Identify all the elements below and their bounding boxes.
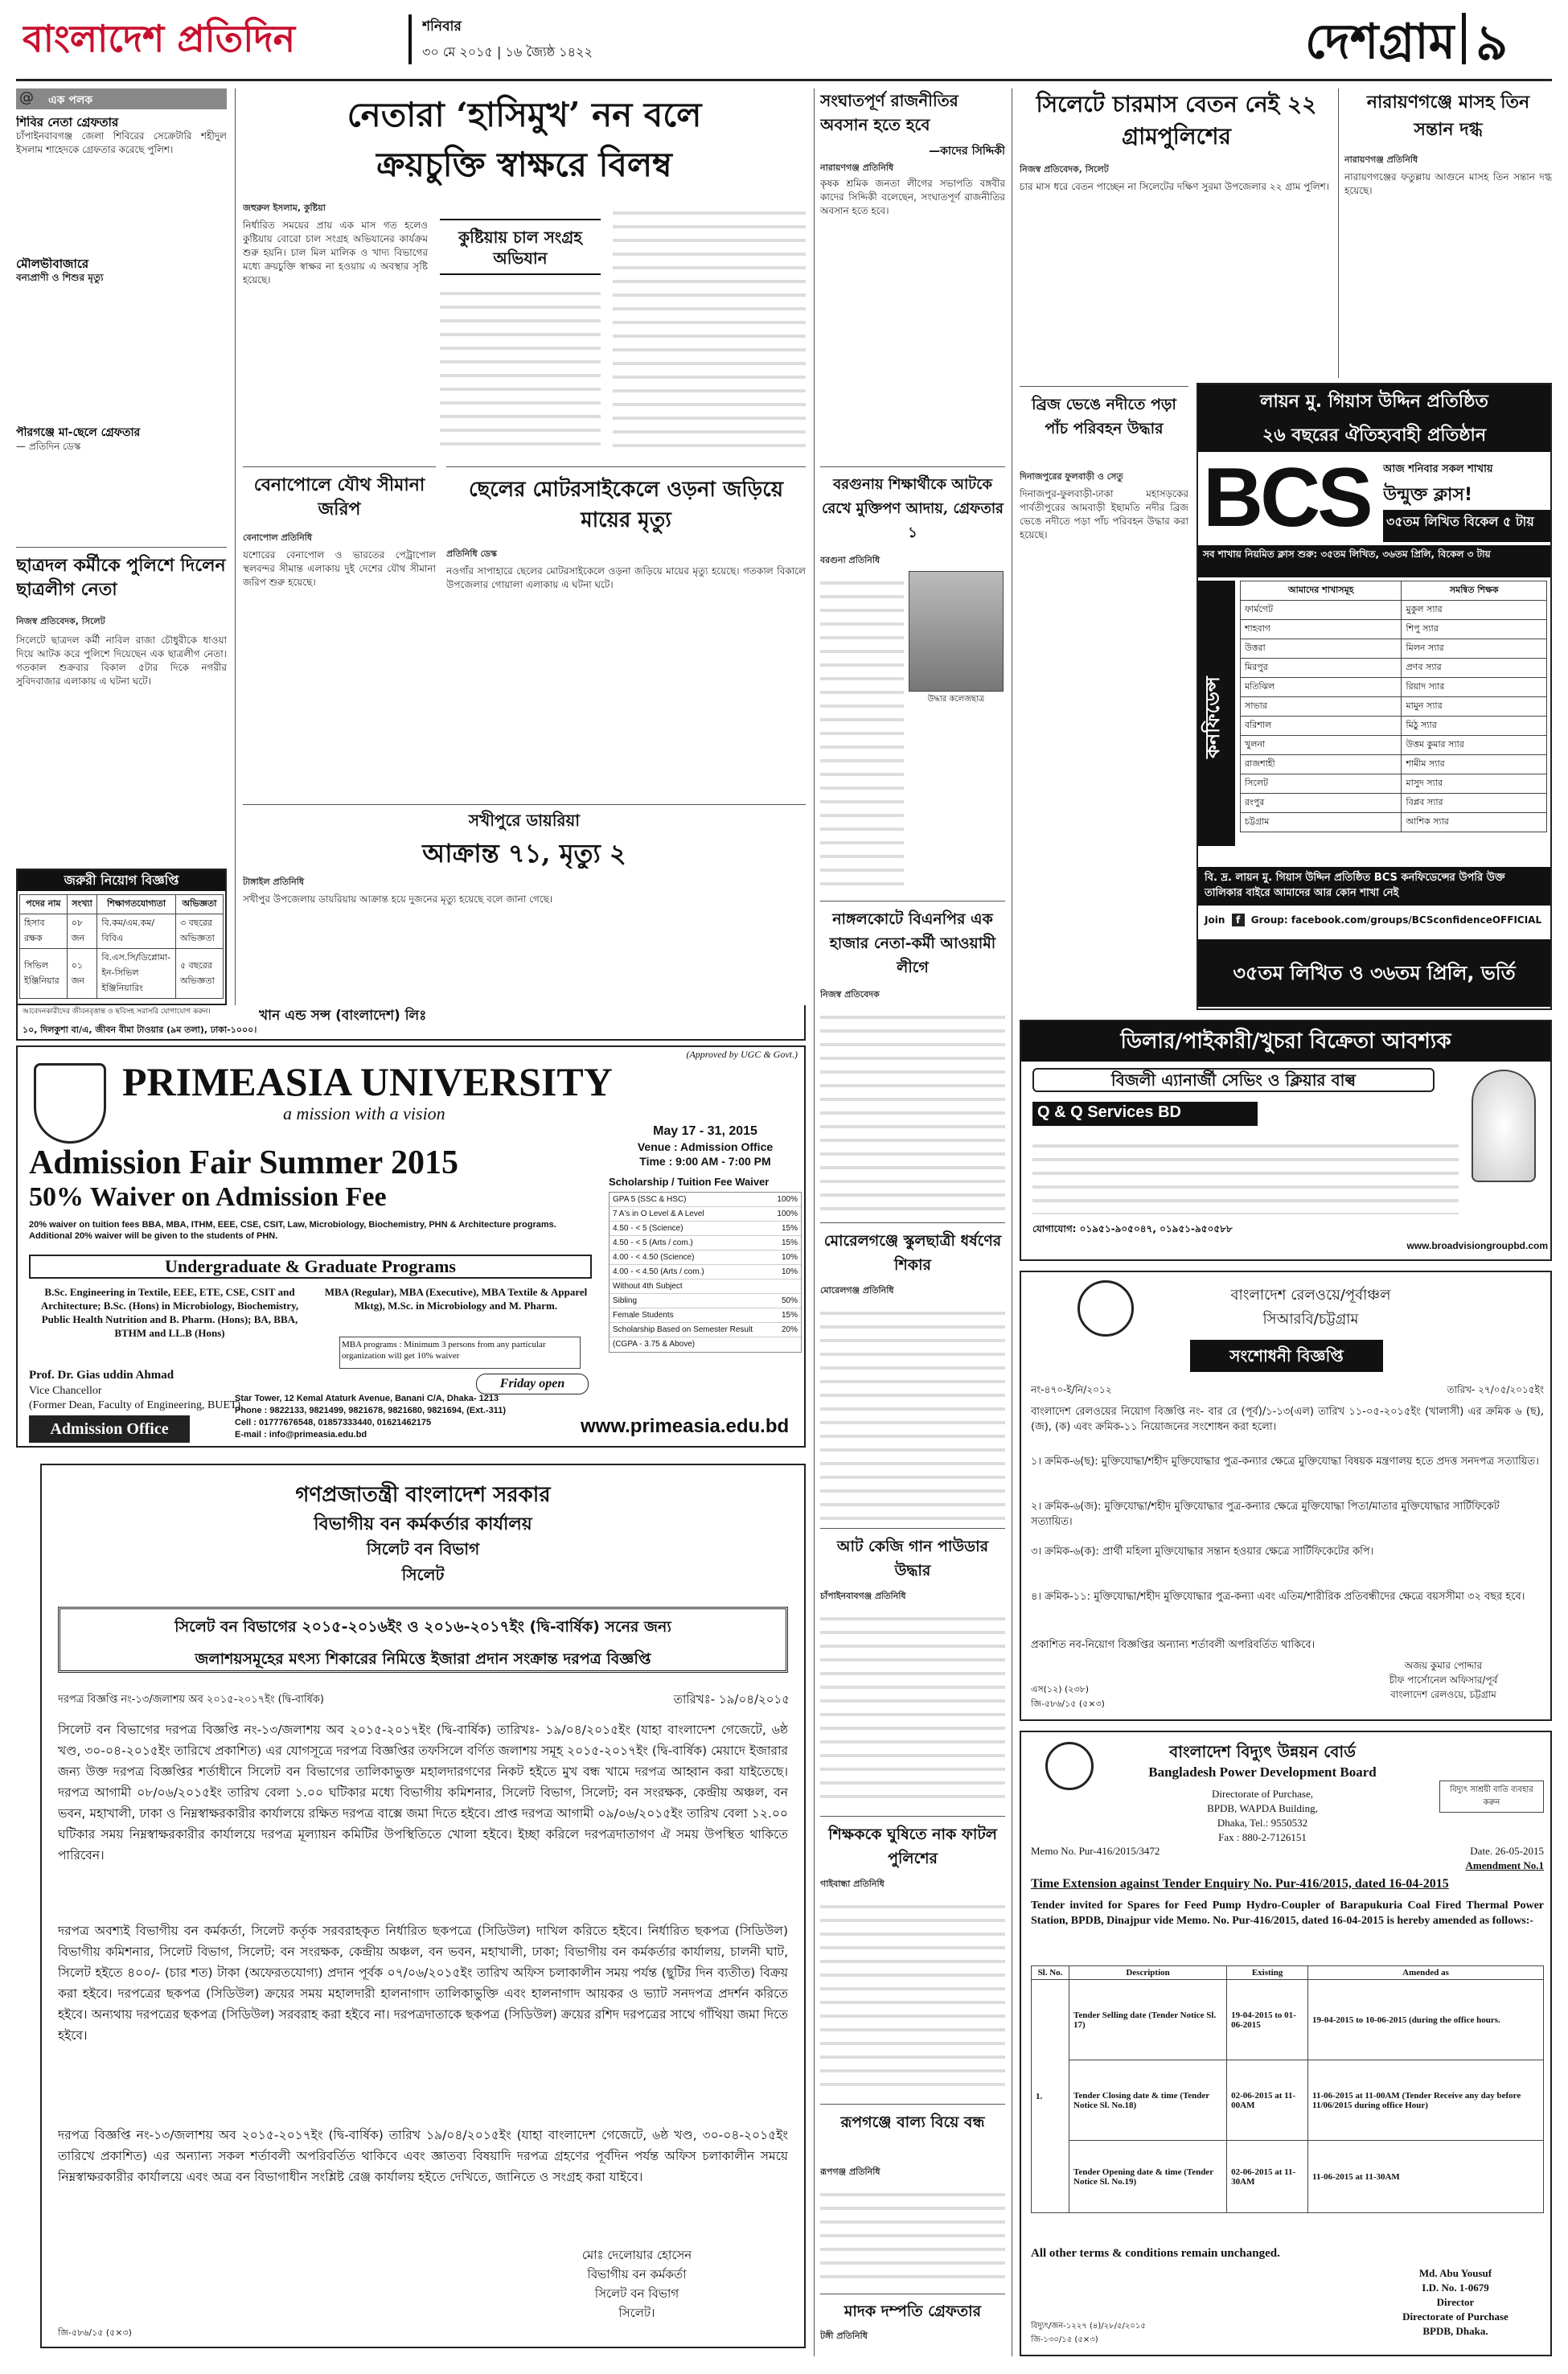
railway-notice: বাংলাদেশ রেলওয়ে/পূর্বাঞ্চল সিআরবি/চট্টগ্রাম সংশোধনী বিজ্ঞপ্তি নং-৪৭০-ই/নি/২০১২ তারিখ- ২৭/০৫/২০১৫ইং বাংলাদেশ রেলওয়ের নিয়োগ বিজ্ঞপ্তি নং- বার রে (পূর্ব)/১-১৩(এল) তারিখ ১১-০৫-২০১৫ইং (খালাসী) এর ক্রমিক ৬ (ছ), (জ), (ক) এবং ক্রমিক-১১ নিয়োজনের সংশোধন করা হলো। ১। ক্রমিক-৬(ছ): মুক্তিযোদ্ধা/শহীদ মুক্তিযোদ্ধার পুত্র-কন্যার ক্ষেত্রে মুক্তিযোদ্ধা বিষয়ক মন্ত্রণালয় হতে প্রদত্ত সনদপত্র সত্যায়িত। ২। ক্রমিক-৬(জ): মুক্তিযোদ্ধা/শহীদ মুক্তিযোদ্ধার পুত্র-কন্যার ক্ষেত্রে মুক্তিযোদ্ধা পিতা/মাতার মুক্তিযোদ্ধার সার্টিফিকেট সত্যায়িত। ৩। ক্রমিক-৬(ক): প্রার্থী মহিলা মুক্তিযোদ্ধার সন্তান হওয়ার ক্ষেত্রে সার্টিফিকেটের কপি। ৪। ক্রমিক-১১: মুক্তিযোদ্ধা/শহীদ মুক্তিযোদ্ধার পুত্র-কন্যা এবং এতিম/শারীরিক প্রতিবন্ধীদের ক্ষেত্রে বয়সসীমা ৩২ বছর হবে। প্রকাশিত নব-নিয়োগ বিজ্ঞপ্তির অন্যান্য শর্তাবলী অপরিবর্তিত থাকিবে। অজয় কুমার পোদ্দার চীফ পার্সোনেল অফিসার/পূর্ব বাংলাদেশ রেলওয়ে, চট্টগ্রাম এস(১২) (২৩৮) জি-৫৮৬/১৫ (৫×৩): [1020, 1271, 1552, 1721]
story-body: সখীপুর উপজেলায় ডায়রিয়ায় আক্রান্ত হয়ে দুজনের মৃত্যু হয়েছে বলে জানা গেছে।: [243, 893, 553, 905]
university-crest-icon: [34, 1063, 106, 1144]
waiver-title: 50% Waiver on Admission Fee: [29, 1182, 387, 1212]
branch-table: আমাদের শাখাসমূহ সমন্বিত শিক্ষক ফার্মগেট মুকুল স্যার শাহবাগ শিপু স্যার উত্তরা মিলন স্যার মিরপুর প্রণব স্যার মতিঝিল রিয়াদ স্যার সাভার মামুন স্যার বরিশাল মিঠু স্যার খুলনা উত্তম কুমার স্যার রাজশাহী শামীম স্যার সিলেট মাসুদ স্যার রংপুর বিপ্লব স্যার চট্টগ্রাম আশিক স্যার: [1240, 581, 1547, 832]
dealer-website[interactable]: www.broadvisiongroupbd.com: [1406, 1240, 1548, 1251]
bpdb-notice: বাংলাদেশ বিদ্যুৎ উন্নয়ন বোর্ড Bangladesh Power Development Board Directorate of Purchase, BPDB, WAPDA Building, Dhaka, Tel.: 9550532 Fax : 880-2-7126151 বিদ্যুৎ সাশ্রয়ী বাতি ব্যবহার করুন Memo No. Pur-416/2015/3472 Date. 26-05-2015 Amendment No.1 Time Extension against Tender Enquiry No. Pur-416/2015, dated 16-04-2015 Tender invited for Spares for Feed Pump Hydro-Coupler of Barapukuria Coal Fired Thermal Power Station, BPDB, Dinajpur vide Memo. No. Pur-416/2015, dated 16-04-2015 is hereby amended as follows:- Sl. No. Description Existing Amended as 1. Tender Selling date (Tender Notice Sl. 17) 19-04-2015 to 01-06-2015 19-04-2015 to 10-06-2015 (during the office hours. Tender Closing date & time (Tender Notice Sl. No.18) 02-06-2015 at 11-00AM 11-06-2015 at 11-00AM (Tender Receive any day before 11/06/2015 during office Hour) Tender Opening date & time (Tender Notice Sl. No.19) 02-06-2015 at 11-30AM 11-06-2015 at 11-30AM All other terms & conditions remain unchanged. Md. Abu Yousuf I.D. No. 1-0679 Director Directorate of Purchase BPDB, Dhaka. বিদ্যুৎ/জন-১২২৭ (৪)/২৮/৫/২০১৫ জি-১৩০/১৫ (৫×৩): [1020, 1731, 1552, 2356]
masthead-divider: [408, 14, 412, 64]
scholarship-table: GPA 5 (SSC & HSC) 100% 7 A's in O Level & A Level 100% 4.50 - < 5 (Science) 15% 4.50 - < 5 (Arts / com.) 15% 4.00 - < 4.50 (Science) 10% 4.00 - < 4.50 (Arts / com.) 10% Without 4th Subject Sibling 50% Female Students 15% Scholarship Based on Semester Result 20% (CGPA - 3.75 & Above): [609, 1192, 802, 1353]
sylhet-story: সিলেটে চারমাস বেতন নেই ২২ গ্রামপুলিশের নিজস্ব প্রতিবেদক, সিলেট চার মাস ধরে বেতন পাচ্ছেন না সিলেটের দক্ষিণ সুরমা উপজেলার ২২ গ্রাম পুলিশ।: [1020, 88, 1333, 378]
headline: রূপগঞ্জে বাল্য বিয়ে বন্ধ: [840, 2113, 985, 2131]
dealer-ad: ডিলার/পাইকারী/খুচরা বিক্রেতা আবশ্যক বিজলী এ্যানার্জী সেভিং ও ক্লিয়ার বাল্ব Q & Q Services BD যোগাযোগ: ০১৯৫১-৯০৫০৪৭, ০১৯৫১-৯৫০৫৮৮ www.broadvisiongroupbd.com: [1020, 1020, 1552, 1261]
chhatradal-story: [16, 547, 227, 860]
university-website[interactable]: www.primeasia.edu.bd: [581, 1415, 790, 1437]
headline: মোরেলগঞ্জে স্কুলছাত্রী ধর্ষণের শিকার: [823, 1232, 1002, 1274]
byline: টাঙ্গাইল প্রতিনিধি: [243, 877, 305, 887]
headline-bottom: আক্রান্ত ৭১, মৃত্যু ২: [422, 838, 626, 869]
page-number: ৯: [1476, 13, 1508, 69]
story-body: সিলেটে ছাত্রদল কর্মী নাবিল রাজা চৌধুরীকে ধাওয়া দিয়ে আটক করে পুলিশে দিয়েছেন এক ছাত্রলীগ নেতা। গতকাল শুক্রবার বিকাল ৫টার দিকে নগরীর সুবিদবাজার এলাকায় এ ঘটনা ঘটে।: [16, 635, 227, 687]
headline: ব্রিজ ভেঙে নদীতে পড়া পাঁচ পরিবহন উদ্ধার: [1032, 396, 1176, 437]
bulb-icon: [1472, 1070, 1536, 1182]
admission-office-label: Admission Office: [29, 1415, 190, 1443]
primeasia-ad: (Approved by UGC & Govt.) PRIMEASIA UNIVERSITY a mission with a vision Admission Fair Summer 2015 50% Waiver on Admission Fee 20% waiver on tuition fees BBA, MBA, ITHM, EEE, CSE, CSIT, Law, Microbiology, Biochemistry, PHN & Architecture programs. Additional 20% waiver will be given to the students of PHN. Undergraduate & Graduate Programs B.Sc. Engineering in Textile, EEE, ETE, CSE, CSIT and Architecture; B.Sc. (Hons) in Microbiology, Biochemistry, Public Health Nutrition and B. Pharm. (Hons); BA, BBA, BTHM and LL.B (Hons) MBA (Regular), MBA (Executive), MBA Textile & Apparel Mktg), M.Sc. in Microbiology and M. Pharm. MBA programs : Minimum 3 persons from any particular organization will get 10% waiver Prof. Dr. Gias uddin Ahmad Vice Chancellor (Former Dean, Faculty of Engineering, BUET) Friday open May 17 - 31, 2015 Venue : Admission Office Time : 9:00 AM - 7:00 PM Scholarship / Tuition Fee Waiver GPA 5 (SSC & HSC) 100% 7 A's in O Level & A Level 100% 4.50 - < 5 (Science) 15% 4.50 - < 5 (Arts / com.) 15% 4.00 - < 4.50 (Science) 10% 4.00 - < 4.50 (Arts / com.) 10% Without 4th Subject Sibling 50% Female Students 15% Scholarship Based on Semester Result 20% (CGPA - 3.75 & Above) Admission Office Star Tower, 12 Kemal Ataturk Avenue, Banani C/A, Dhaka- 1213 Phone : 9822133, 9821499, 9821678, 9821680, 9821694, (Ext.-311) Cell : 01777676548, 01857333440, 01621462175 E-mail : info@primeasia.edu.bd www.primeasia.edu.bd: [16, 1045, 806, 1448]
paper-name: বাংলাদেশ প্রতিদিন: [23, 17, 296, 60]
job-table: পদের নাম সংখ্যা শিক্ষাগতযোগ্যতা অভিজ্ঞতা হিসাব রক্ষক ০৮ জন বি.কম/এম.কম/বিবিএ ৩ বছরের অভিজ্ঞতা সিভিল ইঞ্জিনিয়ার ০১ জন বি.এস.সি/ডিপ্লোমা-ইন-সিভিল ইঞ্জিনিয়ারিং ৫ বছরের অভিজ্ঞতা: [19, 894, 224, 999]
main-headline-bottom: ক্রয়চুক্তি স্বাক্ষরে বিলম্ব: [376, 145, 672, 184]
section-name: দেশগ্রাম: [1304, 14, 1455, 69]
subhead-box: কুষ্টিয়ায় চাল সংগ্রহ অভিযান: [440, 219, 601, 275]
byline: নিজস্ব প্রতিবেদক, সিলেট: [16, 616, 105, 626]
byline: প্রতিনিধি ডেস্ক: [446, 548, 497, 559]
forest-signature: মোঃ দেলোয়ার হোসেন বিভাগীয় বন কর্মকর্তা সিলেট বন বিভাগ সিলেট।: [581, 2248, 692, 2320]
facebook-group-link[interactable]: Join f Group: facebook.com/groups/BCSconfidenceOFFICIAL: [1205, 914, 1542, 926]
fire-story: নারায়ণগঞ্জে মাসহ তিন সন্তান দগ্ধ নারায়ণগঞ্জ প্রতিনিধি নারায়ণগঞ্জের ফতুল্লায় আগুনে মাসহ তিন সন্তান দগ্ধ হয়েছে।: [1344, 88, 1552, 378]
story-body-cont: [440, 281, 601, 452]
headline-top: সখীপুরে ডায়রিয়া: [468, 811, 581, 830]
tender-amendment-table: Sl. No. Description Existing Amended as 1. Tender Selling date (Tender Notice Sl. 17) 19-04-2015 to 01-06-2015 19-04-2015 to 10-06-2015 (during the office hours. Tender Closing date & time (Tender Notice Sl. No.18) 02-06-2015 at 11-00AM 11-06-2015 at 11-00AM (Tender Receive any day before 11/06/2015 during office Hour) Tender Opening date & time (Tender Notice Sl. No.19) 02-06-2015 at 11-30AM 11-06-2015 at 11-30AM: [1031, 1965, 1544, 2213]
column-four: সংঘাতপূর্ণ রাজনীতির অবসান হতে হবে —কাদের সিদ্দিকী নারায়ণগঞ্জ প্রতিনিধি কৃষক শ্রমিক জনতা লীগের সভাপতি বঙ্গবীর কাদের সিদ্দিকী বলেছেন, সংঘাতপূর্ণ রাজনীতির অবসান হতে হবে। বরগুনায় শিক্ষার্থীকে আটকে রেখে মুক্তিপণ আদায়, গ্রেফতার ১ বরগুনা প্রতিনিধি উদ্ধার কলেজছাত্র নাঙ্গলকোটে বিএনপির এক হাজার নেতা-কর্মী আওয়ামী লীগে নিজস্ব প্রতিবেদক মোরেলগঞ্জে স্কুলছাত্রী ধর্ষণের শিকার মোরেলগঞ্জ প্রতিনিধি আট কেজি গান পাউডার উদ্ধার চাঁপাইনবাবগঞ্জ প্রতিনিধি শিক্ষককে ঘুষিতে নাক ফাটল পুলিশের গাইবান্ধা প্রতিনিধি রূপগঞ্জে বাল্য বিয়ে বন্ধ রূপগঞ্জ প্রতিনিধি মাদক দম্পতি গ্রেফতার টঙ্গী প্রতিনিধি: [820, 88, 1005, 2356]
job-ad-footer: আবেদনকারীদের জীবনবৃত্তান্ত ও ছবিসহ সরাসরি যোগাযোগ করুন। খান এন্ড সন্স (বাংলাদেশ) লিঃ ১০, দিলকুশা বা/এ, জীবন বীমা টাওয়ার (৯ম তলা), ঢাকা-১০০০।: [16, 1005, 806, 1041]
ek-palok: [16, 88, 227, 539]
masthead-date: ৩০ মে ২০১৫ | ১৬ জ্যৈষ্ঠ ১৪২২: [422, 44, 593, 60]
masthead-divider-right: [1462, 13, 1466, 64]
programs-banner: Undergraduate & Graduate Programs: [29, 1255, 592, 1279]
brief-item: মৌলভীবাজারে বন্যপ্রাণী ও শিশুর মৃত্যু: [16, 257, 104, 283]
tender-banner: সিলেট বন বিভাগের ২০১৫-২০১৬ইং ও ২০১৬-২০১৭ইং (দ্বি-বার্ষিক) সনের জন্য জলাশয়সমূহের মৎস্য শিকারের নিমিত্তে ইজারা প্রদান সংক্রান্ত দরপত্র বিজ্ঞপ্তি: [58, 1607, 788, 1673]
headline: নারায়ণগঞ্জে মাসহ তিন সন্তান দগ্ধ: [1366, 92, 1530, 140]
headline: মাদক দম্পতি গ্রেফতার: [844, 2302, 982, 2320]
story-body-cont: [613, 201, 806, 452]
headline: বেনাপোলে যৌথ সীমানা জরিপ: [253, 474, 425, 520]
masthead-day: শনিবার: [422, 18, 462, 35]
facebook-icon: f: [1232, 914, 1245, 926]
headline: বরগুনায় শিক্ষার্থীকে আটকে রেখে মুক্তিপণ আদায়, গ্রেফতার ১: [822, 476, 1004, 541]
headline: আট কেজি গান পাউডার উদ্ধার: [836, 1538, 989, 1579]
job-ad-title: জরুরী নিয়োগ বিজ্ঞপ্তি: [18, 870, 225, 891]
brief-item: পীরগঞ্জে মা-ছেলে গ্রেফতার — প্রতিদিন ডেস্ক: [16, 426, 141, 452]
headline: সংঘাতপূর্ণ রাজনীতির অবসান হতে হবে: [820, 91, 958, 134]
headline: শিক্ষককে ঘুষিতে নাক ফাটল পুলিশের: [828, 1826, 997, 1867]
job-ad: [16, 869, 227, 1005]
student-photo: [909, 571, 1004, 692]
story-body: নির্ধারিত সময়ের প্রায় এক মাস গত হলেও কুষ্টিয়ায় বোরো চাল সংগ্রহ অভিযানের কার্যক্রম শুরু হয়নি। চাল মিল মালিক ও খাদ্য বিভাগের মধ্যে ক্রয়চুক্তি স্বাক্ষর না হওয়ায় এ অবস্থার সৃষ্টি হয়েছে।: [243, 220, 428, 285]
company-name: খান এন্ড সন্স (বাংলাদেশ) লিঃ: [259, 1008, 427, 1024]
main-story: [243, 88, 806, 458]
byline: জহুরুল ইসলাম, কুষ্টিয়া: [243, 203, 326, 213]
ek-palok-tag: @ এক পলক: [16, 88, 227, 109]
bpdb-logo-icon: [1045, 1742, 1094, 1790]
headline: নাঙ্গলকোটে বিএনপির এক হাজার নেতা-কর্মী আওয়ামী লীগে: [829, 910, 996, 976]
masthead-rule: [16, 79, 1552, 81]
fair-title: Admission Fair Summer 2015: [29, 1144, 458, 1181]
headline: ছাত্রদল কর্মীকে পুলিশে দিলেন ছাত্রলীগ নেতা: [16, 555, 226, 600]
swirl-icon: @: [19, 89, 34, 106]
mother-story: [446, 466, 806, 796]
railway-emblem-icon: [1077, 1280, 1134, 1337]
headline: ছেলের মোটরসাইকেলে ওড়না জড়িয়ে মায়ের মৃত্যু: [468, 478, 784, 532]
benapole-story: [243, 466, 436, 796]
brief-item: শিবির নেতা গ্রেফতার চাঁপাইনবাবগঞ্জ জেলা শিবিরের সেক্রেটারি শহীদুল ইসলাম শাহেদকে গ্রেফতার করেছে পুলিশ।: [16, 116, 227, 155]
university-name: PRIMEASIA UNIVERSITY: [122, 1059, 613, 1103]
friday-open-badge: Friday open: [476, 1374, 589, 1394]
bcs-logo: BCS: [1203, 454, 1370, 542]
bridge-story: ব্রিজ ভেঙে নদীতে পড়া পাঁচ পরিবহন উদ্ধার দিনাজপুরের ফুলবাড়ী ও সেতু দিনাজপুর-ফুলবাড়ী-ঢাকা মহাসড়কের পার্বতীপুরের আমবাড়ী ইছামতি নদীর ব্রিজ ভেঙে নদীতে পড়া পাঁচ পরিবহন উদ্ধার করা হয়েছে।: [1020, 386, 1188, 1013]
byline: বেনাপোল প্রতিনিধি: [243, 532, 313, 543]
main-headline-top: নেতারা ‘হাসিমুখ’ নন বলে: [347, 95, 702, 134]
confidence-side-label: কনফিডেন্স: [1198, 581, 1235, 846]
headline: সিলেটে চারমাস বেতন নেই ২২ গ্রামপুলিশের: [1036, 91, 1317, 150]
story-body: নওগাঁর সাপাহারে ছেলের মোটরসাইকেলে ওড়না জড়িয়ে মায়ের মৃত্যু হয়েছে। গতকাল বিকালে উপজেলার গোয়ালা এলাকায় এ ঘটনা ঘটে।: [446, 565, 806, 590]
diarrhea-story: [243, 804, 806, 1005]
forest-tender: গণপ্রজাতন্ত্রী বাংলাদেশ সরকার বিভাগীয় বন কর্মকর্তার কার্যালয় সিলেট বন বিভাগ সিলেট সিলেট বন বিভাগের ২০১৫-২০১৬ইং ও ২০১৬-২০১৭ইং (দ্বি-বার্ষিক) সনের জন্য জলাশয়সমূহের মৎস্য শিকারের নিমিত্তে ইজারা প্রদান সংক্রান্ত দরপত্র বিজ্ঞপ্তি দরপত্র বিজ্ঞপ্তি নং-১৩/জলাশয় অব ২০১৫-২০১৭ইং (দ্বি-বার্ষিক) তারিখঃ- ১৯/০৪/২০১৫ সিলেট বন বিভাগের দরপত্র বিজ্ঞপ্তি নং-১৩/জলাশয় অব ২০১৫-২০১৭ইং (দ্বি-বার্ষিক) তারিখঃ- ১৯/০৪/২০১৫ইং (যাহা বাংলাদেশ গেজেটে, ৬ষ্ঠ খণ্ড, ৩০-০৪-২০১৫ইং তারিখে প্রকাশিত) এর যোগসূত্রে দরপত্র বিজ্ঞপ্তির তফসিলে বর্ণিত জলাশয় সমূহ ২০১৫-২০১৭ইং (দ্বি-বার্ষিক) মেয়াদে ইজারার জন্য উক্ত দরপত্র বিজ্ঞপ্তির শর্তাধীনে সিলেট বন বিভাগের তালিকাভুক্ত মহালদারগণের নিকট হইতে মুখ বন্ধ খামে দরপত্র আহ্বান করা যাইতেছে। দরপত্র আগামী ০৮/০৬/২০১৫ইং তারিখ বেলা ১.০০ ঘটিকার মধ্যে বিভাগীয় কমিশনার, সিলেট বিভাগ, সিলেট; বন সংরক্ষক, কেন্দ্রীয় অঞ্চল, বন ভবন, মহাখালী, ঢাকা ও নিম্নস্বাক্ষরকারীর কার্যালয়ে রক্ষিত দরপত্র বাক্সে জমা দিতে হইবে। প্রাপ্ত দরপত্র আগামী ০৯/০৬/২০১৫ইং তারিখ বেলা ১২.০০ ঘটিকার সময় নিম্নস্বাক্ষরকারীর কার্যালয়ে দরপত্র মূল্যায়ন কমিটির উপস্থিতিতে খোলা হইবে। ইচ্ছা করিলে দরপত্রদাতাগণ ঐ সময় উপস্থিত থাকিতে পারিবেন। দরপত্র অবশ্যই বিভাগীয় বন কর্মকর্তা, সিলেট কর্তৃক সরবরাহকৃত নির্ধারিত ছকপত্রে (সিডিউল) দাখিল করিতে হইবে। নির্ধারিত ছকপত্র (সিডিউল) বিভাগীয় কমিশনার, সিলেট বিভাগ, সিলেট; বন সংরক্ষক, কেন্দ্রীয় অঞ্চল, বন ভবন, মহাখালী, ঢাকা; বিভাগীয় বন কর্মকর্তার কার্যালয়, চালনী ঘাট, সিলেট হইতে ৪০০/- (চার শত) টাকা (অফেরতযোগ্য) প্রদান পূর্বক ০৭/০৬/২০১৫ইং তারিখ অফিস চলাকালীন সময় পর্যন্ত (ছুটির দিন ব্যতীত) বিক্রয় করা হইবে। দরপত্রের ছকপত্র (সিডিউল) ক্রয়ের সময় মহালদারী হালনাগাদ তালিকাভুক্তি এবং হালনাগাদ আয়কর ও ভ্যাট সনদপত্র প্রদর্শন করিতে হইবে। অন্যথায় দরপত্রের ছকপত্র (সিডিউল) সরবরাহ করা হইবে না। দরপত্রদাতাকে ছকপত্র (সিডিউল) ক্রয়ের রশিদ দরপত্রের সাথে গাঁথিয়া জমা দিতে হইবে। দরপত্র বিজ্ঞপ্তি নং-১৩/জলাশয় অব ২০১৫-২০১৭ইং (দ্বি-বার্ষিক) তারিখ ১৯/০৪/২০১৫ইং (যাহা বাংলাদেশ গেজেটে, ৬ষ্ঠ খণ্ড, ৩০-০৪-২০১৫ইং তারিখে প্রকাশিত) এর অন্যান্য সকল শর্তাবলী অপরিবর্তিত থাকিবে এবং জ্ঞাতব্য বিষয়াদি দরপত্র গ্রহণের পূর্বদিন পর্যন্ত অফিস চলাকালীন সময়ে নিম্নস্বাক্ষরকারীর কার্যালয়ে এবং অত্র বন বিভাগাধীন সংশ্লিষ্ট রেঞ্জ কার্যালয় হইতে দেখিতে, জানিতে ও সংগ্রহ করা যাইবে। মোঃ দেলোয়ার হোসেন বিভাগীয় বন কর্মকর্তা সিলেট বন বিভাগ সিলেট। জি-৫৮৬/১৫ (৫×৩): [40, 1464, 806, 2348]
story-body: যশোরের বেনাপোল ও ভারতের পেট্রাপোল স্থলবন্দর সীমান্ত এলাকায় দুই দেশের যৌথ সীমানা জরিপ শুরু হয়েছে।: [243, 549, 436, 588]
bcs-ad: লায়ন মু. গিয়াস উদ্দিন প্রতিষ্ঠিত ২৬ বছরের ঐতিহ্যবাহী প্রতিষ্ঠান BCS আজ শনিবার সকল শাখায় উন্মুক্ত ক্লাস! ৩৫তম লিখিত বিকেল ৫ টায় সব শাখায় নিয়মিত ক্লাস শুরু: ৩৫তম লিখিত, ৩৬তম প্রিলি, বিকেল ৩ টায় কনফিডেন্স আমাদের শাখাসমূহ সমন্বিত শিক্ষক ফার্মগেট মুকুল স্যার শাহবাগ শিপু স্যার উত্তরা মিলন স্যার মিরপুর প্রণব স্যার মতিঝিল রিয়াদ স্যার সাভার মামুন স্যার বরিশাল মিঠু স্যার খুলনা উত্তম কুমার স্যার রাজশাহী শামীম স্যার সিলেট মাসুদ স্যার রংপুর বিপ্লব স্যার চট্টগ্রাম আশিক স্যার বি. দ্র. লায়ন মু. গিয়াস উদ্দিন প্রতিষ্ঠিত BCS কনফিডেন্সের উপরি উক্ত তালিকার বাইরে আমাদের আর কোন শাখা নেই Join f Group: facebook.com/groups/BCSconfidenceOFFICIAL ৩৫তম লিখিত ও ৩৬তম প্রিলি, ভর্তি: [1197, 383, 1552, 1010]
